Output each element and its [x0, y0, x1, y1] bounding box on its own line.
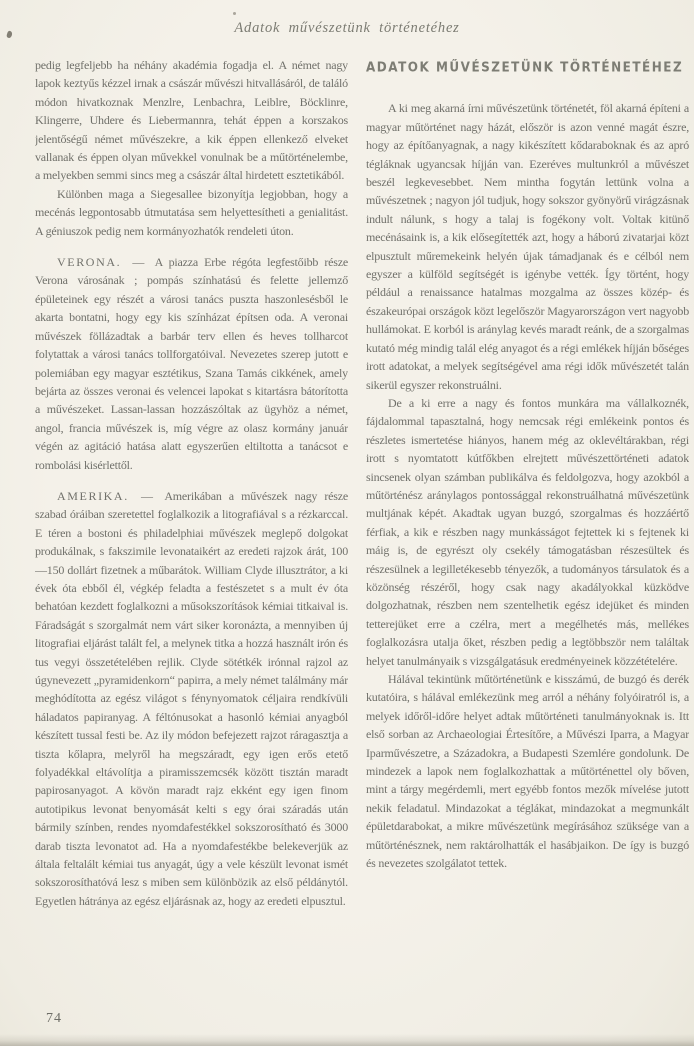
paragraph-siegesallee: Különben maga a Siegesallee bizonyítja legjobban, hogy a mecénás legpontosabb útmutatása sem helyettesítheti a genialitást. A géniuszok pedig nem kormányozhatók rendeleti úton. [35, 186, 348, 238]
amerika-dash: — [140, 488, 153, 503]
left-text-column [35, 56, 348, 1012]
page-number: 74 [46, 1011, 62, 1026]
paragraph-intro: A ki meg akarná írni művészetünk történetét, föl akarná építeni a magyar műtörténet nagy házát, először is azon venné magát észre, hogy az építőanyagnak, a nagy kikészített kődaraboknak és az apró tégláknak ugyancsak híjján van. Ezeréves multunkról a művészet beszél legkevesebbet. Nem mintha fogytán lettünk volna a művészetnek ; nagyon jól tudjuk, hogy sokszor gyönyörű virágzásnak indult nálunk, s hogy a talaj is fogékony volt. Voltak kitünő mecénásaink is, a kik elősegítették azt, hogy a háború zivatarjai közt elpusztult műremekeink helyén újak támadjanak és e célból nem egyszer a külföld segítségét is igénybe vették. Így történt, hogy például a renaissance hatalmas mozgalma az összes közép- és északeurópai országok közt legelőször Magyarországon vert nagyobb hullámokat. E korból is aránylag kevés maradt reánk, de a szorgalmas kutató még mindig talál elég anyagot és a régi emlékek híjján bőséges irott adatokat, a melyek segítségével ama régi idők művészetét talán sikerül egyszer rekonstruálni. [366, 101, 689, 392]
verona-lead: VERONA. [57, 255, 122, 270]
scan-edge-shadow [0, 1034, 694, 1046]
paragraph-difficulties: De a ki erre a nagy és fontos munkára ma vállalkoznék, fájdalommal tapasztalná, hogy nemcsak régi emlékeink pontos és részletes ismertetése hiányos, hanem még az oklevéltárakban, régi irott s nyomtatott kútfőkben elrejtett művészettörténeti adatok sincsenek olyan számban publikálva és feldolgozva, hogy azokból a műtörténész aránylagos pontossággal rekonstruálhatná művészetünk multjának képét. Akadtak ugyan buzgó, szorgalmas és hozzáértő férfiak, a kik e részben nagy munkásságot fejtettek ki s fejtenek ki máig is, de egyrészt oly csekély támogatásban részesültek és részesülnek a legilletékesebb tényezők, a tudományos társulatok és a közönség részéről, hogy csak nagy akadályokkal küzködve dolgozhatnak, részben nem szentelhetik egész idejüket és minden tetterejüket erre a czélra, mert a megélhetés más, mellékes foglalkozásra utalja őket, részben pedig a legtöbbször nem találtak helyet tanulmányaik s vizsgálgatásuk eredményeinek közzétételére. [366, 395, 689, 668]
news-item-amerika [35, 487, 348, 910]
paragraph-gratitude: Hálával tekintünk műtörténetünk e kisszámú, de buzgó és derék kutatóira, s hálával emlékezünk meg arról a néhány folyóiratról is, a melyek időről-időre helyet adtak műtörténeti tanulmányoknak is. Itt első sorban az Archaeologiai Értesítőre, a Művészi Iparra, a Magyar Iparművészetre, a Századokra, a Budapesti Szemlére gondolunk. De mindezek a lapok nem foglalkozhattak a műtörténettel oly bőven, mint a tárgy megérdemli, mert egyébb fontos mezők mívelése jutott nekik feladatul. Mindazokat a téglákat, mindazokat a megmunkált épületdarabokat, a mikre művészetünk megírásához szüksége van a műtörténésznek, nem raktárolhatták el hasábjaikon. De így is buzgó és nevezetes szolgálatot tettek. [366, 672, 689, 871]
paragraph-continuation: pedig legfeljebb ha néhány akadémia fogadja el. A német nagy lapok keztyűs kézzel irnak a császár művészi hitvallásáról, de találó módon hivatkoznak Menzlre, Lenbachra, Leiblre, Böcklinre, Klingerre, Uhdere és Liebermannra, tehát éppen a korszakos jelentőségű német művészekre, a kik éppen ellenkező elveket vallanak és éppen olyan művekkel vonulnak be a műtörténelembe, a melyekben semmi sincs meg a császár által hirdetett esztetikából. [35, 58, 348, 183]
amerika-text: Amerikában a művészek nagy része szabad óráiban szeretettel foglalkozik a litografiával s a rézkarccal. E téren a bostoni és philadelphiai művészek meglepő dolgokat produkálnak, s fakszimile levonataikért az eredeti rajzok árát, 100—150 dollárt fizetnek a műbarátok. William Clyde illusztrátor, a ki évek óta ebből él, végkép feladta a festészetet s a mult év óta behatóan kezdett foglalkozni a műsokszorítások kémiai titkaival is. Fáradságát s szorgalmát nem várt siker koronázta, a mennyiben új litografiai eljárást talált fel, a melynek titka a hozzá használt irón és tus vegyi összetételében rejlik. Clyde sötétkék irónnal rajzol az úgynevezett „pyramidenkorn“ papirra, a mely német találmány már meghódította az egész világot s fénynyomatok céljaira rendkívüli háladatos papiranyag. A féltónusokat a hasonló kémiai anyagból készített tussal festi be. Az ily módon befejezett rajzot ráragasztja a tiszta kőlapra, melyről ha megszáradt, egy igen erős etető folyadékkal eltávolítja a piramisszemcsék között tisztán maradt papirosanyagot. A kövön maradt rajz ekként egy igen finom autotipikus levonat benyomását kelti s egy órai száradás után bármily színben, rendes nyomdafestékkel sokszorosítható és 3000 darab tiszta levonatot ad. Ha a nyomdafestékbe belekeverjük az általa feltalált kémiai tus anyagát, úgy a vele készült levonat ismét sokszorosíthatóvá lesz s miben sem különbözik az első példánytól. Egyetlen hátránya az egész eljárásnak az, hogy az eredeti elpusztul. [35, 488, 348, 908]
verona-text: A piazza Erbe régóta legfestőibb része Verona városának ; pompás színhatású és felette jellemző épületeinek egy részét a városi tanács puszta haszonlesésből le akarta bontatni, hogy egy kis színházat építsen oda. A veronai művészek föllázadtak a barbár terv ellen és heves tollharcot folytattak a városi tanács tollforgatóival. Nevezetes szerep jutott e polemiában egy magyar esztétikus, Szana Tamás cikkének, amely bejárta az összes veronai és velencei lapokat s kitartásra bátorította a művészeket. Lassan-lassan hozzászóltak az ügyhöz a német, angol, francia művészek is, míg végre az olasz kormány január végén az agitáció hatása alatt egyszerűen eltiltotta a tanácsot e rombolási kisérlettől. [35, 255, 348, 472]
verona-dash: — [132, 255, 145, 270]
scan-speck [233, 12, 236, 15]
right-text-column [366, 57, 689, 1027]
news-item-verona [35, 253, 348, 474]
article-heading: ADATOK MŰVÉSZETÜNK TÖRTÉNETÉHEZ [366, 59, 684, 75]
amerika-lead: AMERIKA. [57, 488, 129, 503]
running-header: Adatok művészetünk történetéhez [234, 20, 460, 36]
